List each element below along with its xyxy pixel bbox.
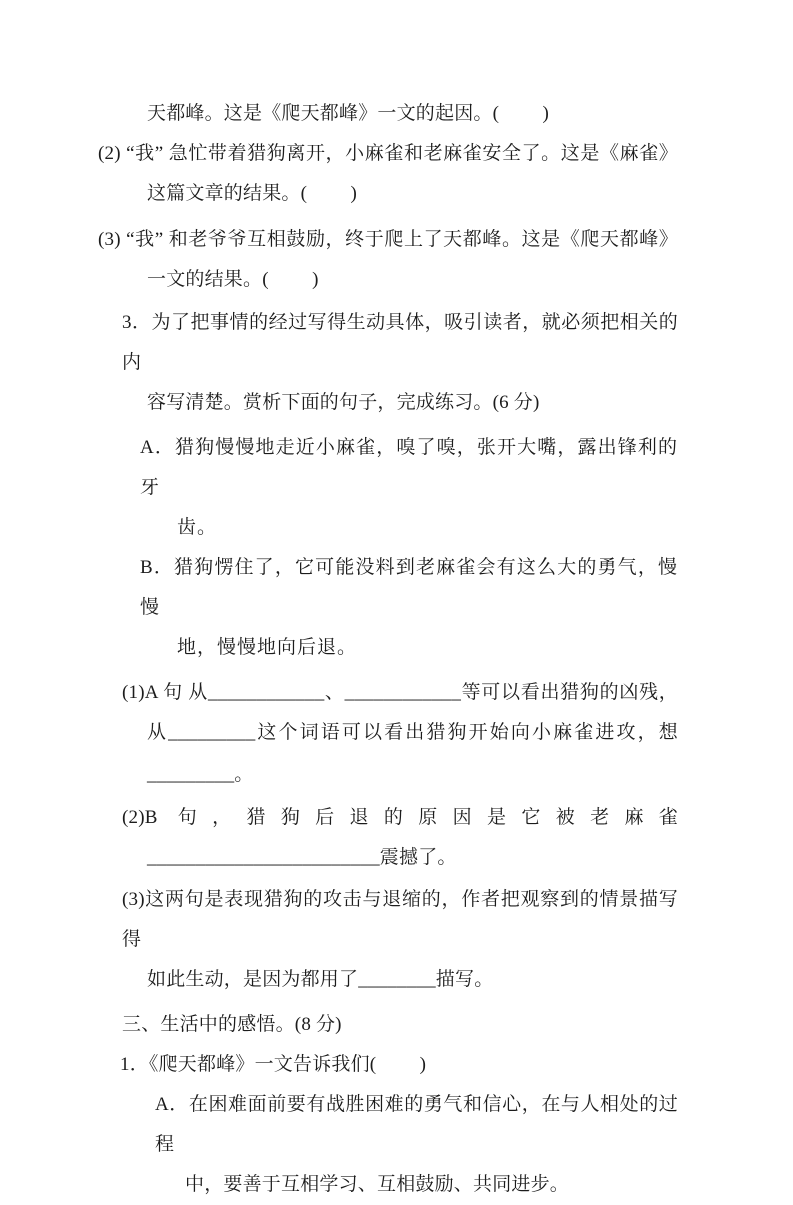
q3-sub2-line2: ________________________震撼了。	[147, 847, 457, 868]
q3-sub1-line3: _________。	[147, 764, 254, 785]
q3-sentence-a-line2: 齿。	[177, 517, 218, 538]
q3-sub1-line1: (1)A 句 从____________、____________等可以看出猎狗的凶残，	[122, 682, 678, 703]
section3-heading: 三、生活中的感悟。(8 分)	[122, 1014, 342, 1035]
q3-sentence-b-line1: B．猎狗愣住了，它可能没料到老麻雀会有这么大的勇气，慢慢	[140, 557, 678, 618]
q2-item2-line1: (2) “我” 急忙带着猎狗离开，小麻雀和老麻雀安全了。这是《麻雀》	[98, 143, 678, 164]
q3-sub2-line1: (2)B 句，猎狗后退的原因是它被老麻雀	[122, 807, 678, 828]
q3-sentence-b-line2: 地，慢慢地向后退。	[177, 637, 358, 658]
s3-q1-stem: 1．《爬天都峰》一文告诉我们( )	[120, 1054, 427, 1075]
s3-q1-option-a-line1: A．在困难面前要有战胜困难的勇气和信心，在与人相处的过程	[155, 1094, 678, 1155]
q2-item1-continuation: 天都峰。这是《爬天都峰》一文的起因。( )	[147, 103, 550, 124]
exam-text-block	[98, 94, 678, 1205]
q2-item3-line1: (3) “我” 和老爷爷互相鼓励，终于爬上了天都峰。这是《爬天都峰》	[98, 229, 678, 250]
q2-item2-line2: 这篇文章的结果。( )	[147, 183, 358, 204]
q3-stem-line2: 容写清楚。赏析下面的句子，完成练习。(6 分)	[147, 392, 540, 413]
q3-sentence-a-line1: A．猎狗慢慢地走近小麻雀，嗅了嗅，张开大嘴，露出锋利的牙	[140, 437, 678, 498]
q3-stem-line1: 3．为了把事情的经过写得生动具体，吸引读者，就必须把相关的内	[122, 312, 678, 373]
q3-sub1-line2: 从_________这个词语可以看出猎狗开始向小麻雀进攻，想	[147, 722, 678, 743]
q3-sub3-line2: 如此生动，是因为都用了________描写。	[147, 969, 494, 990]
q2-item3-line2: 一文的结果。( )	[147, 269, 319, 290]
s3-q1-option-a-line2: 中，要善于互相学习、互相鼓励、共同进步。	[185, 1174, 570, 1195]
q3-sub3-line1: (3)这两句是表现猎狗的攻击与退缩的，作者把观察到的情景描写得	[122, 889, 678, 950]
